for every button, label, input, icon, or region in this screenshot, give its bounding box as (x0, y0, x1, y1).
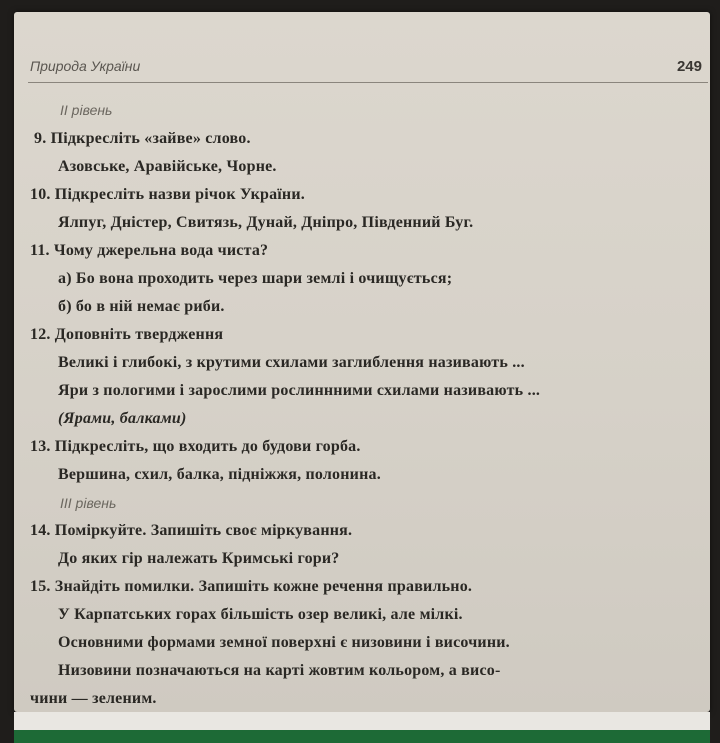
question-13-title: 13. Підкресліть, що входить до будови горба. (30, 438, 361, 455)
question-9-title: 9. Підкресліть «зайве» слово. (34, 130, 251, 147)
page-number: 249 (676, 58, 702, 75)
background-green-bar (14, 730, 710, 743)
question-15-line-2: Основними формами земної поверхні є низовини і височини. (58, 634, 510, 651)
level-2-heading: ІІ рівень (60, 102, 113, 118)
question-15-title: 15. Знайдіть помилки. Запишіть кожне речення правильно. (30, 578, 473, 595)
textbook-page (14, 12, 710, 712)
page-bottom-strip (14, 712, 710, 730)
question-15-line-1: У Карпатських горах більшість озер великі, але мілкі. (58, 606, 463, 623)
level-3-heading: ІІІ рівень (60, 495, 117, 511)
question-10-title: 10. Підкресліть назви річок України. (30, 186, 305, 203)
question-11-title: 11. Чому джерельна вода чиста? (30, 242, 269, 259)
question-12-title: 12. Доповніть твердження (30, 326, 224, 343)
question-13-text: Вершина, схил, балка, підніжжя, полонина. (58, 466, 381, 483)
question-12-hint: (Ярами, балками) (58, 410, 187, 427)
question-14-title: 14. Поміркуйте. Запишіть своє міркування. (30, 522, 353, 539)
header-divider (28, 82, 708, 83)
question-11-option-b: б) бо в ній немає риби. (58, 298, 225, 315)
running-header-title: Природа України (30, 58, 141, 74)
question-12-line-2: Яри з пологими і зарослими рослиннними схилами називають ... (58, 382, 541, 399)
question-15-line-4: чини — зеленим. (30, 690, 157, 707)
question-12-line-1: Великі і глибокі, з крутими схилами заглиблення називають ... (58, 354, 525, 371)
question-11-option-a: а) Бо вона проходить через шари землі і очищується; (58, 270, 453, 287)
question-9-text: Азовське, Аравійське, Чорне. (58, 158, 277, 175)
question-15-line-3: Низовини позначаються на карті жовтим кольором, а висо- (58, 662, 501, 679)
question-14-text: До яких гір належать Кримські гори? (58, 550, 340, 567)
question-10-text: Ялпуг, Дністер, Свитязь, Дунай, Дніпро, Південний Буг. (58, 214, 474, 231)
